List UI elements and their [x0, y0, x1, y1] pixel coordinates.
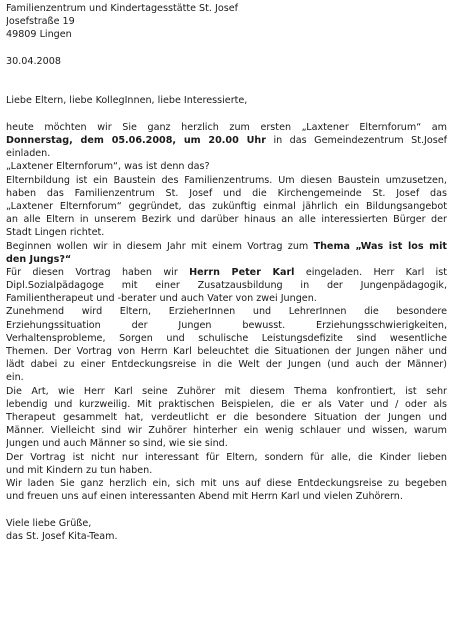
body-line: Donnerstag, dem 05.06.2008, um 20.00 Uhr in das Gemeindezentrum St.Josef — [6, 134, 447, 146]
letter-date: 30.04.2008 — [6, 55, 61, 67]
body-line: Der Vortrag ist nicht nur interessant für Eltern, sondern für alle, die Kinder lieben — [6, 451, 447, 463]
body-line: und mit Kindern zu tun haben. — [6, 464, 153, 476]
body-line: Verhaltensprobleme, Sorgen und schulische Leistungsdefizite sind wesentliche — [6, 332, 447, 344]
body-line — [6, 253, 447, 266]
body-line: Dipl.Sozialpädagoge mit einer Zusatzausbildung in der Jungenpädagogik, — [6, 280, 447, 292]
body-line: Für diesen Vortrag haben wir Herrn Peter Karl eingeladen. Herr Karl ist — [6, 266, 447, 278]
body-line: „Laxtener Elternforum“ gegründet, das zukünftig einmal jährlich ein Bildungsangebot — [6, 200, 447, 212]
body-line: „Laxtener Elternforum“, was ist denn das? — [6, 161, 210, 173]
body-line: haben das Familienzentrum St. Josef und die Kirchengemeinde St. Josef das — [6, 187, 447, 199]
body-line: Stadt Lingen richtet. — [6, 227, 105, 239]
body-line: Wir laden Sie ganz herzlich ein, sich mit uns auf diese Entdeckungsreise zu begeben — [6, 477, 447, 489]
lecture-topic-end: den Jungs?“ — [6, 253, 72, 265]
body-line: ein. — [6, 372, 24, 384]
body-line: einladen. — [6, 148, 51, 160]
body-line: Männer. Vielleicht sind wir Zuhörer hinterher ein wenig schlauer und wissen, warum — [6, 425, 447, 437]
body-line: lädt dabei zu einer Entdeckungsreise in die Welt der Jungen (und auch der Männer) — [6, 359, 447, 371]
body-line: Jungen und auch Männer so sind, wie sie sind. — [6, 438, 228, 450]
lecture-topic: Thema „Was ist los mit — [313, 240, 447, 252]
sender-name: Familienzentrum und Kindertagesstätte St. Josef — [6, 3, 238, 14]
body-line: Die Art, wie Herr Karl seine Zuhörer mit diesem Thema konfrontiert, ist sehr — [6, 385, 447, 397]
speaker-name: Herrn Peter Karl — [189, 266, 295, 278]
event-date-time: Donnerstag, dem 05.06.2008, um 20.00 Uhr — [6, 134, 266, 146]
closing-greeting: Viele liebe Grüße, — [6, 517, 92, 529]
body-line: Beginnen wollen wir in diesem Jahr mit einem Vortrag zum Thema „Was ist los mit — [6, 240, 447, 252]
body-line: und freuen uns auf einen interessanten Abend mit Herrn Karl und vielen Zuhörern. — [6, 491, 403, 503]
salutation: Liebe Eltern, liebe KollegInnen, liebe Interessierte, — [6, 95, 248, 107]
body-line: an alle Eltern in unserem Bezirk und darüber hinaus an alle interessierten Bürger der — [6, 214, 447, 226]
body-line: lebendig und kurzweilig. Mit praktischen Beispielen, die er als Vater und / oder als — [6, 398, 447, 410]
body-line: Erziehungssituation der Jungen bewusst. Erziehungsschwierigkeiten, — [6, 319, 447, 331]
sender-city: 49809 Lingen — [6, 29, 72, 41]
signature: das St. Josef Kita-Team. — [6, 530, 118, 542]
body-line: Therapeut gesammelt hat, verdeutlicht er die besondere Situation der Jungen und — [6, 412, 447, 423]
body-line: Elternbildung ist ein Baustein des Familienzentrums. Um diesen Baustein umzusetzen, — [6, 174, 447, 186]
letter — [6, 2, 447, 543]
body-line: heute möchten wir Sie ganz herzlich zum ersten „Laxtener Elternforum“ am — [6, 121, 447, 133]
body-line: Themen. Der Vortrag von Herrn Karl beleuchtet die Situationen der Jungen näher und — [6, 346, 447, 358]
body-line: Zunehmend wird Eltern, ErzieherInnen und LehrerInnen die besondere — [6, 306, 447, 318]
body-line: Familientherapeut und -berater und auch Vater von zwei Jungen. — [6, 293, 317, 305]
sender-street: Josefstraße 19 — [6, 16, 75, 28]
